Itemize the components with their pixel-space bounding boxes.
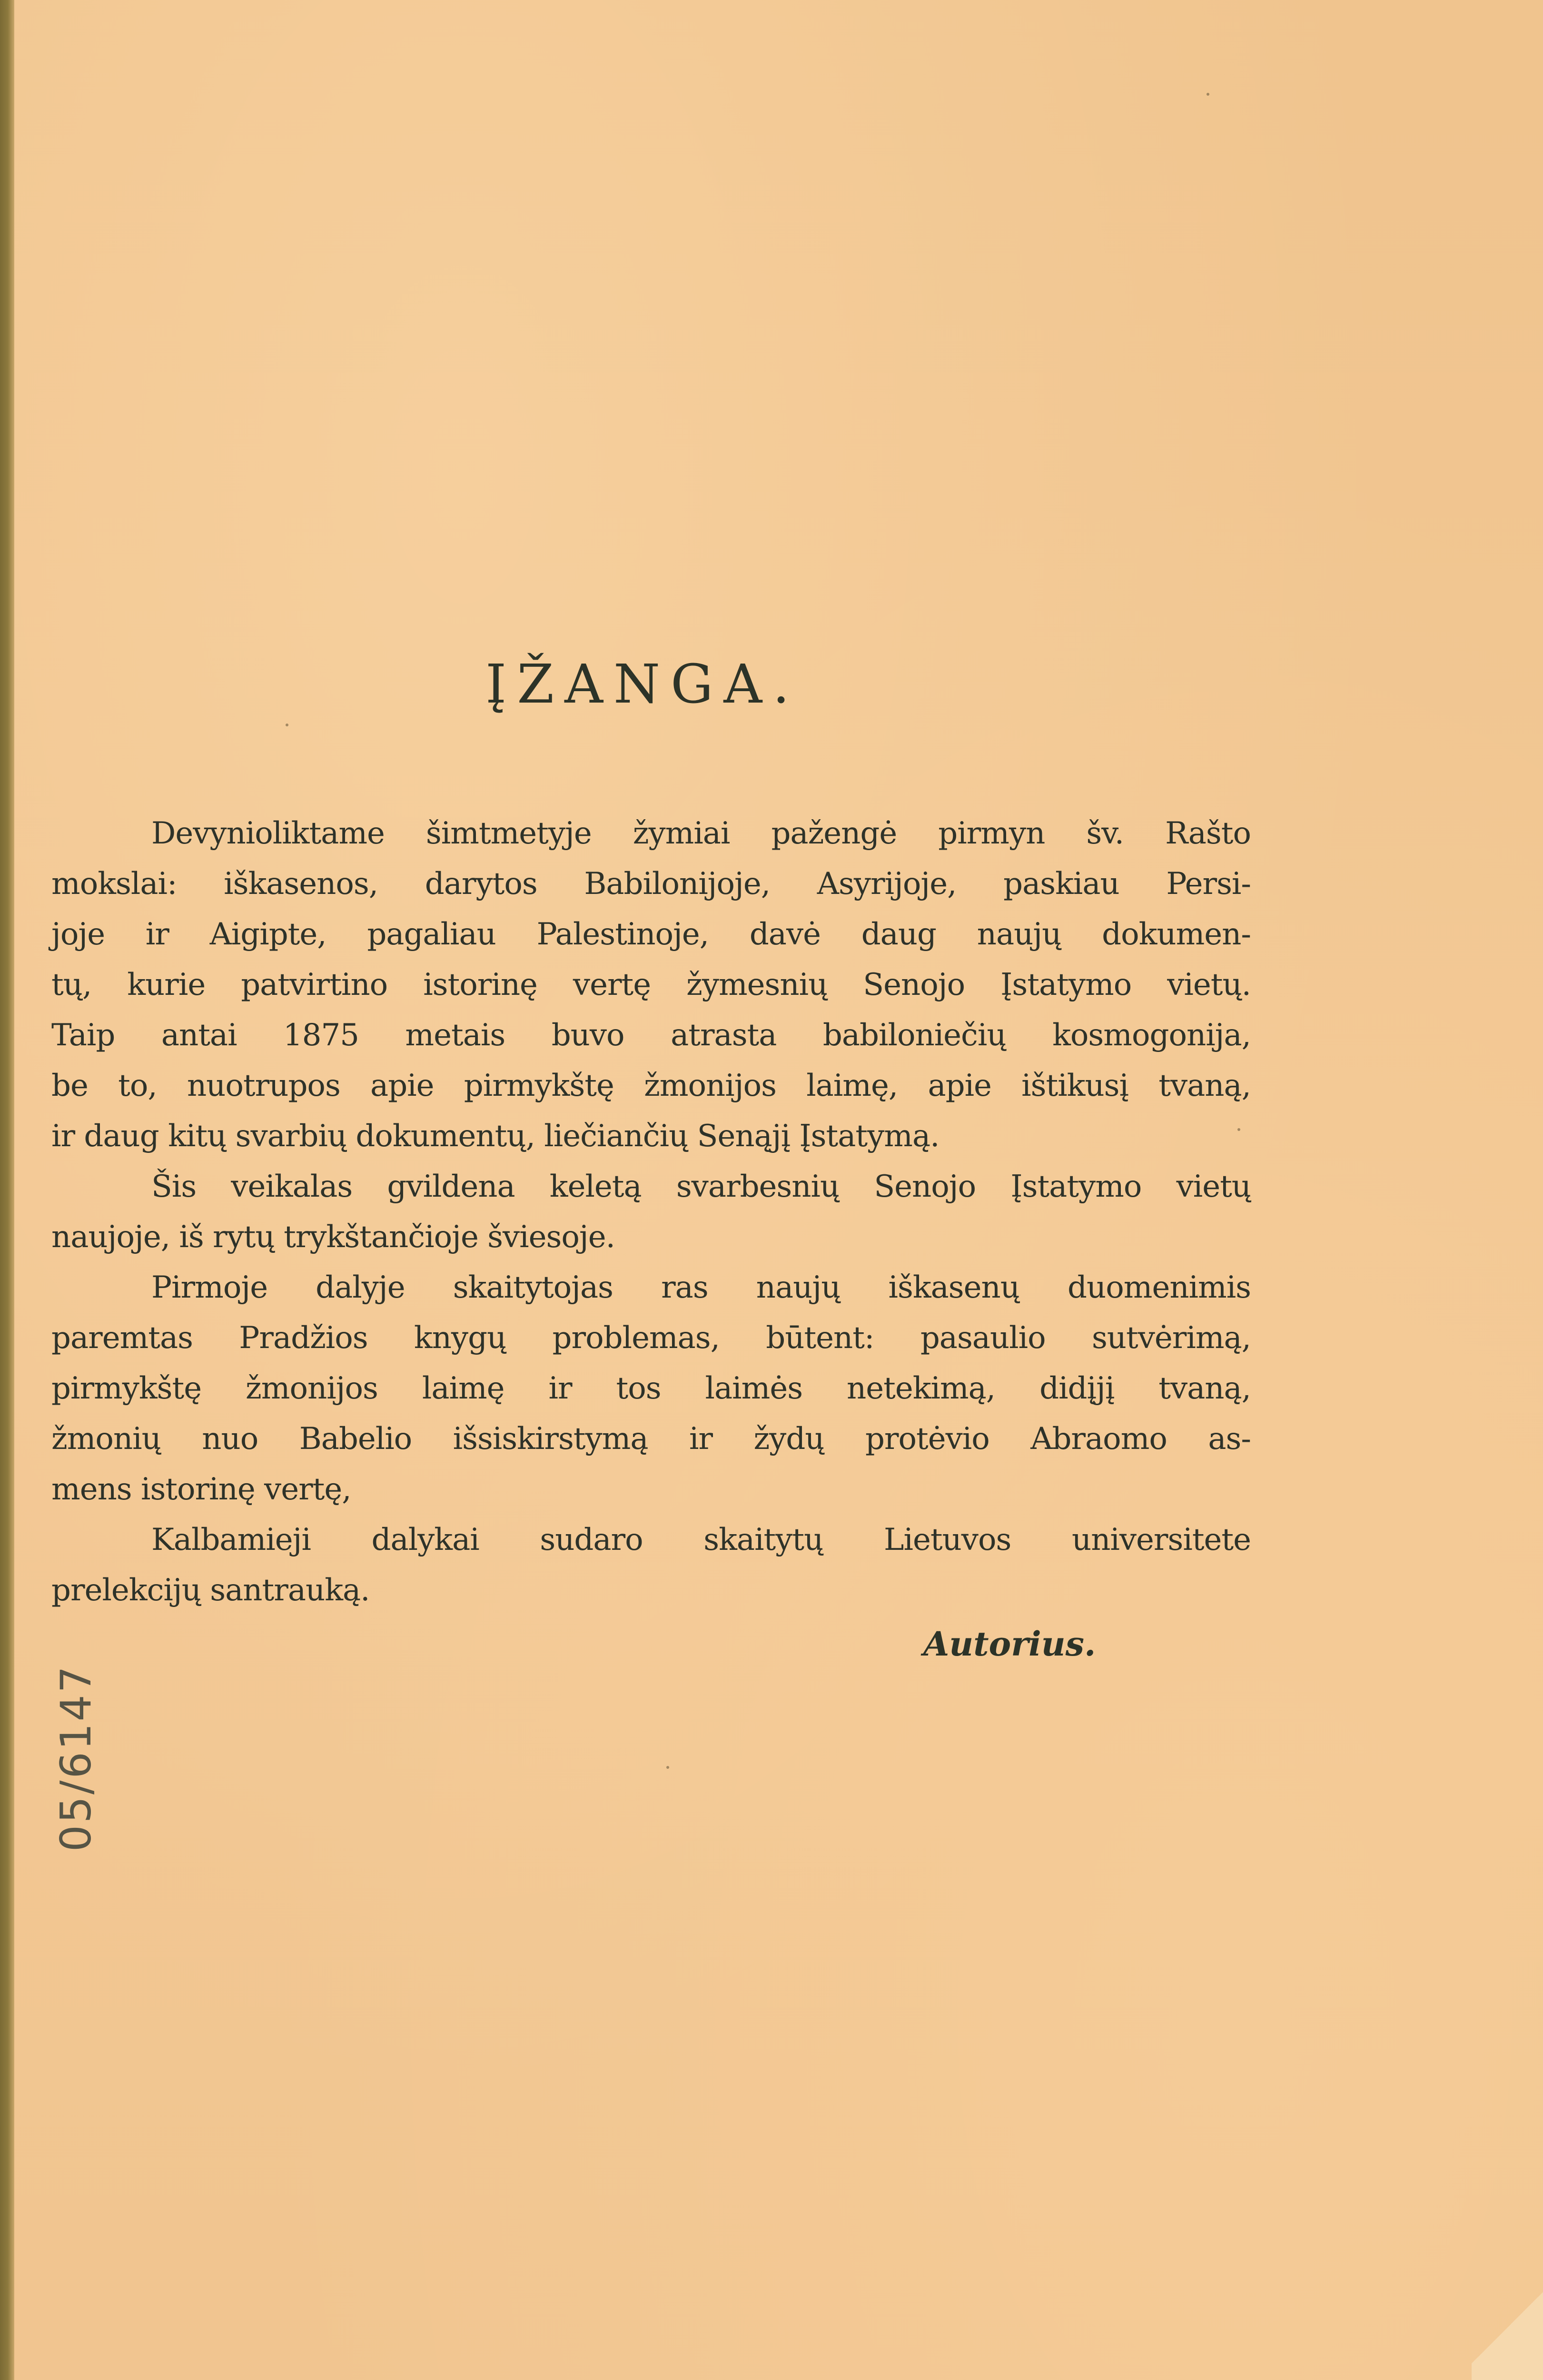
text-line: ir daug kitų svarbių dokumentų, liečiančių Senąjį Įstatymą. [51, 1119, 940, 1154]
text-line: prelekcijų santrauką. [51, 1573, 370, 1608]
paragraph-1 [51, 808, 1251, 1161]
body-text [51, 808, 1251, 1616]
text-line: mokslai: iškasenos, darytos Babilonijoje, Asyrijoje, paskiau Persi- [51, 866, 1251, 902]
author-signature: Autorius. [923, 1624, 1096, 1664]
paragraph-3 [51, 1262, 1251, 1515]
text-line: be to, nuotrupos apie pirmykštę žmonijos laimę, apie ištikusį tvaną, [51, 1068, 1251, 1103]
text-line: Kalbamieji dalykai sudaro skaitytų Lietuvos universitete [151, 1522, 1251, 1557]
text-line: mens istorinę vertę, [51, 1472, 351, 1507]
paragraph-4 [51, 1515, 1251, 1616]
paragraph-2 [51, 1161, 1251, 1262]
text-line: žmonių nuo Babelio išsiskirstymą ir žydų protėvio Abraomo as- [51, 1421, 1251, 1457]
worn-page-corner [1472, 2275, 1543, 2380]
text-line: tų, kurie patvirtino istorinę vertę žymesnių Senojo Įstatymo vietų. [51, 967, 1251, 1002]
text-line: Pirmoje dalyje skaitytojas ras naujų iškasenų duomenimis [151, 1270, 1251, 1305]
page-title: ĮŽANGA. [485, 654, 800, 715]
text-line: Šis veikalas gvildena keletą svarbesnių Senojo Įstatymo vietų [151, 1169, 1251, 1204]
text-line: naujoje, iš rytų trykštančioje šviesoje. [51, 1220, 615, 1255]
text-line: pirmykštę žmonijos laimę ir tos laimės netekimą, didįjį tvaną, [51, 1371, 1251, 1406]
text-line: Taip antai 1875 metais buvo atrasta babiloniečių kosmogonija, [51, 1018, 1251, 1053]
paper-speck [666, 1766, 669, 1769]
text-line: paremtas Pradžios knygų problemas, būtent: pasaulio sutvėrimą, [51, 1320, 1251, 1356]
text-line: Devynioliktame šimtmetyje žymiai pažengė pirmyn šv. Rašto [151, 816, 1251, 851]
handwritten-shelf-mark: 05/6147 [51, 1664, 100, 1852]
text-line: joje ir Aigipte, pagaliau Palestinoje, davė daug naujų dokumen- [51, 917, 1251, 952]
